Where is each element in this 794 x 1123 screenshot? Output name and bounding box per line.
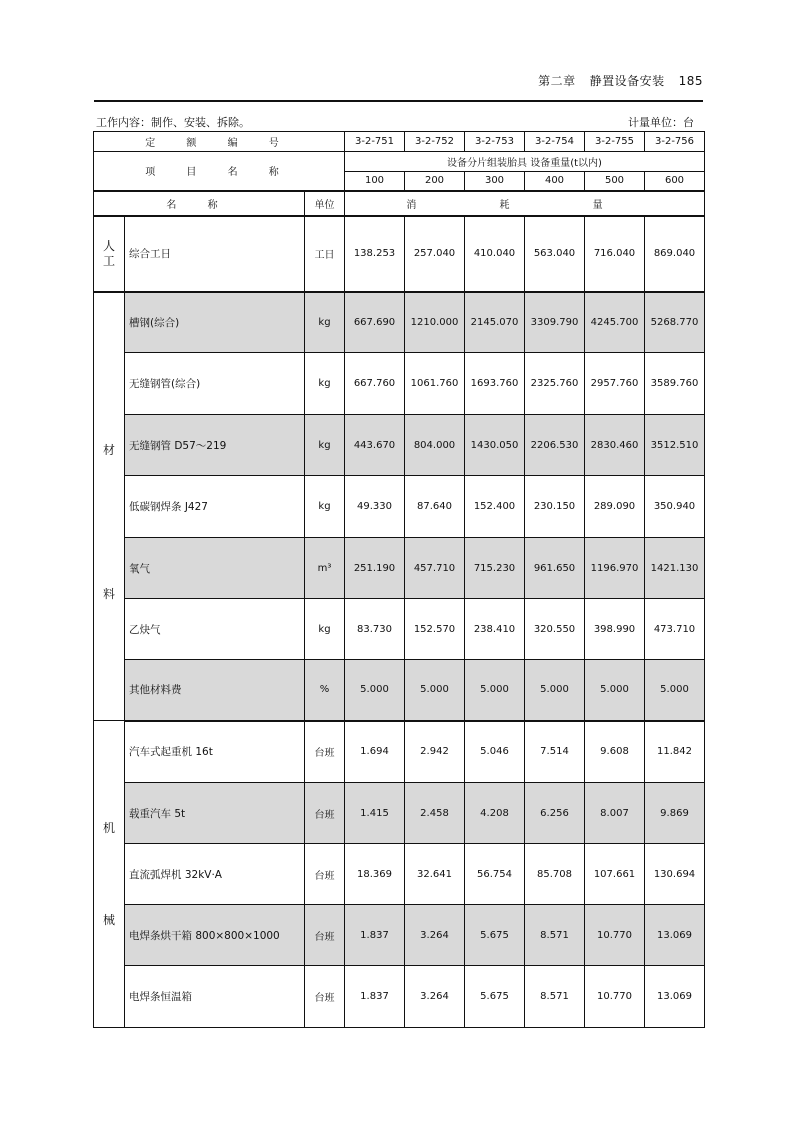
value-cell: 563.040 xyxy=(525,216,585,292)
category-char: 料 xyxy=(102,586,115,601)
value-cell: 5268.770 xyxy=(645,292,705,353)
value-cell: 3589.760 xyxy=(645,353,705,415)
item-unit: 台班 xyxy=(305,721,345,783)
value-cell: 320.550 xyxy=(525,599,585,660)
weight-cell: 300 xyxy=(465,172,525,191)
value-cell: 350.940 xyxy=(645,476,705,538)
value-cell: 18.369 xyxy=(345,844,405,905)
table-row xyxy=(94,660,705,721)
table-row xyxy=(94,415,705,476)
value-cell: 230.150 xyxy=(525,476,585,538)
value-cell: 6.256 xyxy=(525,783,585,844)
table-row xyxy=(94,476,705,538)
value-cell: 473.710 xyxy=(645,599,705,660)
code-cell: 3-2-754 xyxy=(525,132,585,152)
value-cell: 1430.050 xyxy=(465,415,525,476)
value-cell: 2957.760 xyxy=(585,353,645,415)
value-cell: 32.641 xyxy=(405,844,465,905)
value-cell: 138.253 xyxy=(345,216,405,292)
item-name: 综合工日 xyxy=(125,216,305,292)
quota-table xyxy=(93,131,705,1028)
weight-cell: 200 xyxy=(405,172,465,191)
value-cell: 1061.760 xyxy=(405,353,465,415)
table-row xyxy=(94,216,705,292)
code-cell: 3-2-755 xyxy=(585,132,645,152)
code-cell: 3-2-756 xyxy=(645,132,705,152)
value-cell: 130.694 xyxy=(645,844,705,905)
value-cell: 49.330 xyxy=(345,476,405,538)
value-cell: 1693.760 xyxy=(465,353,525,415)
value-cell: 1421.130 xyxy=(645,538,705,599)
value-cell: 257.040 xyxy=(405,216,465,292)
item-name: 无缝钢管(综合) xyxy=(125,353,305,415)
weight-cell: 100 xyxy=(345,172,405,191)
value-cell: 83.730 xyxy=(345,599,405,660)
value-cell: 87.640 xyxy=(405,476,465,538)
value-cell: 13.069 xyxy=(645,905,705,966)
value-cell: 13.069 xyxy=(645,966,705,1028)
page-number: 185 xyxy=(678,74,703,88)
weight-cell: 400 xyxy=(525,172,585,191)
value-cell: 238.410 xyxy=(465,599,525,660)
value-cell: 1196.970 xyxy=(585,538,645,599)
item-name: 载重汽车 5t xyxy=(125,783,305,844)
value-cell: 5.000 xyxy=(645,660,705,721)
value-cell: 410.040 xyxy=(465,216,525,292)
column-header-row xyxy=(94,191,705,216)
category-char: 械 xyxy=(102,913,115,928)
value-cell: 8.571 xyxy=(525,905,585,966)
value-cell: 961.650 xyxy=(525,538,585,599)
item-unit: 台班 xyxy=(305,783,345,844)
group-title: 设备分片组装胎具 设备重量(t以内) xyxy=(345,152,705,172)
value-cell: 715.230 xyxy=(465,538,525,599)
chapter-title: 静置设备安装 xyxy=(589,74,665,88)
value-cell: 5.000 xyxy=(405,660,465,721)
item-name: 直流弧焊机 32kV·A xyxy=(125,844,305,905)
table-row xyxy=(94,538,705,599)
table-row xyxy=(94,783,705,844)
table-row xyxy=(94,599,705,660)
value-cell: 56.754 xyxy=(465,844,525,905)
value-cell: 5.000 xyxy=(465,660,525,721)
value-cell: 7.514 xyxy=(525,721,585,783)
table-body xyxy=(94,132,705,1028)
value-cell: 804.000 xyxy=(405,415,465,476)
item-unit: kg xyxy=(305,476,345,538)
item-name: 无缝钢管 D57～219 xyxy=(125,415,305,476)
quota-label: 定 额 编 号 xyxy=(94,132,345,152)
group-title-row xyxy=(94,152,705,172)
item-label: 项 目 名 称 xyxy=(94,152,345,191)
value-cell: 3309.790 xyxy=(525,292,585,353)
value-cell: 5.675 xyxy=(465,966,525,1028)
value-cell: 3.264 xyxy=(405,966,465,1028)
item-unit: m³ xyxy=(305,538,345,599)
value-cell: 667.760 xyxy=(345,353,405,415)
value-cell: 2.458 xyxy=(405,783,465,844)
value-cell: 2.942 xyxy=(405,721,465,783)
measure-unit: 计量单位：台 xyxy=(628,116,694,129)
value-cell: 9.869 xyxy=(645,783,705,844)
value-cell: 667.690 xyxy=(345,292,405,353)
unit-col-header: 单位 xyxy=(305,191,345,216)
value-cell: 5.000 xyxy=(585,660,645,721)
value-cell: 152.400 xyxy=(465,476,525,538)
category-machinery xyxy=(94,721,125,1028)
item-unit: kg xyxy=(305,415,345,476)
page-header xyxy=(94,72,703,90)
work-content: 工作内容：制作、安装、拆除。 xyxy=(96,116,250,129)
value-cell: 1.415 xyxy=(345,783,405,844)
value-cell: 11.842 xyxy=(645,721,705,783)
value-cell: 398.990 xyxy=(585,599,645,660)
value-cell: 107.661 xyxy=(585,844,645,905)
category-char: 工 xyxy=(102,253,115,268)
value-cell: 5.000 xyxy=(345,660,405,721)
consumption-header: 消 耗 量 xyxy=(345,191,705,216)
item-name: 其他材料费 xyxy=(125,660,305,721)
value-cell: 251.190 xyxy=(345,538,405,599)
item-unit: kg xyxy=(305,353,345,415)
value-cell: 8.007 xyxy=(585,783,645,844)
value-cell: 8.571 xyxy=(525,966,585,1028)
item-name: 槽钢(综合) xyxy=(125,292,305,353)
value-cell: 443.670 xyxy=(345,415,405,476)
value-cell: 2145.070 xyxy=(465,292,525,353)
category-materials xyxy=(94,292,125,721)
weight-cell: 600 xyxy=(645,172,705,191)
value-cell: 1210.000 xyxy=(405,292,465,353)
code-cell: 3-2-752 xyxy=(405,132,465,152)
value-cell: 4245.700 xyxy=(585,292,645,353)
item-unit: 台班 xyxy=(305,844,345,905)
value-cell: 289.090 xyxy=(585,476,645,538)
value-cell: 85.708 xyxy=(525,844,585,905)
value-cell: 1.837 xyxy=(345,966,405,1028)
value-cell: 1.837 xyxy=(345,905,405,966)
category-labor xyxy=(94,216,125,292)
table-row xyxy=(94,905,705,966)
item-unit: kg xyxy=(305,599,345,660)
value-cell: 2830.460 xyxy=(585,415,645,476)
item-unit: 工日 xyxy=(305,216,345,292)
item-name: 汽车式起重机 16t xyxy=(125,721,305,783)
value-cell: 10.770 xyxy=(585,966,645,1028)
chapter-label: 第二章 xyxy=(538,74,576,88)
value-cell: 1.694 xyxy=(345,721,405,783)
item-name: 低碳钢焊条 J427 xyxy=(125,476,305,538)
weight-cell: 500 xyxy=(585,172,645,191)
item-unit: 台班 xyxy=(305,905,345,966)
item-name: 电焊条烘干箱 800×800×1000 xyxy=(125,905,305,966)
value-cell: 5.675 xyxy=(465,905,525,966)
value-cell: 152.570 xyxy=(405,599,465,660)
item-unit: 台班 xyxy=(305,966,345,1028)
value-cell: 3512.510 xyxy=(645,415,705,476)
header-rule xyxy=(94,100,703,102)
value-cell: 10.770 xyxy=(585,905,645,966)
value-cell: 3.264 xyxy=(405,905,465,966)
value-cell: 2325.760 xyxy=(525,353,585,415)
category-char: 机 xyxy=(102,821,115,835)
value-cell: 5.046 xyxy=(465,721,525,783)
item-name: 电焊条恒温箱 xyxy=(125,966,305,1028)
item-unit: % xyxy=(305,660,345,721)
category-char: 人 xyxy=(102,239,115,254)
code-cell: 3-2-753 xyxy=(465,132,525,152)
value-cell: 716.040 xyxy=(585,216,645,292)
table-row xyxy=(94,844,705,905)
value-cell: 457.710 xyxy=(405,538,465,599)
table-row xyxy=(94,353,705,415)
category-char: 材 xyxy=(102,442,115,457)
value-cell: 869.040 xyxy=(645,216,705,292)
table-row xyxy=(94,721,705,783)
item-name: 乙炔气 xyxy=(125,599,305,660)
code-cell: 3-2-751 xyxy=(345,132,405,152)
value-cell: 9.608 xyxy=(585,721,645,783)
table-row xyxy=(94,966,705,1028)
name-col-header: 名 称 xyxy=(94,191,305,216)
item-name: 氧气 xyxy=(125,538,305,599)
item-unit: kg xyxy=(305,292,345,353)
table-row xyxy=(94,292,705,353)
value-cell: 2206.530 xyxy=(525,415,585,476)
value-cell: 4.208 xyxy=(465,783,525,844)
value-cell: 5.000 xyxy=(525,660,585,721)
quota-code-row xyxy=(94,132,705,152)
